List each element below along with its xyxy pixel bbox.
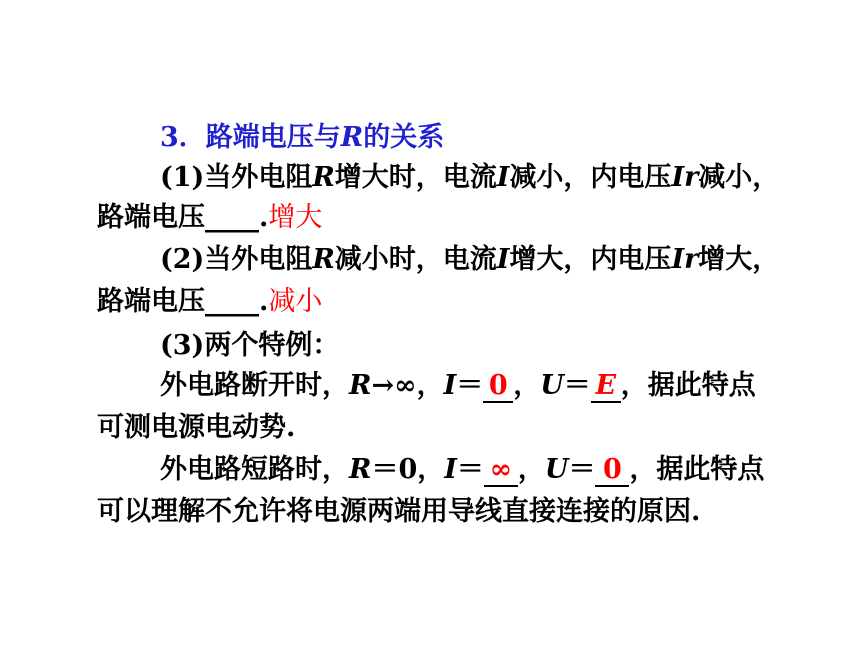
text: 增大时，电流 [334, 162, 497, 193]
text: . [259, 202, 269, 233]
var-i: I [443, 370, 457, 401]
case2-line1 [160, 450, 860, 490]
text: ，据此特点 [620, 370, 756, 401]
text: (3)两个特例： [160, 330, 340, 361]
text: 路端电压 [97, 286, 205, 317]
answer-u: E [591, 371, 621, 403]
var-ir: Ir [671, 244, 699, 275]
var-ir: Ir [671, 162, 699, 193]
text: ＝ [563, 370, 591, 401]
text: 路端电压 [97, 202, 205, 233]
text: ， [513, 370, 541, 401]
var-i: I [444, 454, 457, 485]
text: 增大， [698, 244, 780, 275]
text: (2)当外电阻 [160, 244, 313, 275]
title-text: 3．路端电压与 [160, 122, 341, 153]
answer: 减小 [268, 286, 323, 317]
text: (1)当外电阻 [160, 162, 313, 193]
var-r: R [312, 244, 335, 275]
text: 可以理解不允许将电源两端用导线直接连接的原因. [97, 496, 701, 527]
case2-line2 [97, 492, 860, 532]
text: ＝ [568, 454, 596, 485]
blank: ____ [205, 286, 259, 317]
item2-line1 [160, 240, 860, 280]
text: 增大，内电压 [509, 244, 672, 275]
var-u: U [544, 454, 569, 485]
section-title [160, 118, 860, 158]
var-r: R [312, 162, 335, 193]
case1-line2 [97, 408, 860, 448]
case1-line1 [160, 366, 860, 406]
item1-line2 [97, 198, 860, 238]
text: 外电路断开时， [160, 370, 349, 401]
text: ＝ [456, 370, 484, 401]
text: 外电路短路时， [160, 454, 349, 485]
item2-line2 [97, 282, 860, 322]
var-u: U [540, 370, 564, 401]
item3-label [160, 326, 860, 366]
title-suffix: 的关系 [363, 122, 445, 153]
text: . [259, 286, 269, 317]
text: →∞， [371, 370, 444, 401]
var-i: I [496, 162, 510, 193]
answer-i: 0 [483, 371, 513, 403]
text: 减小时，电流 [334, 244, 497, 275]
item1-line1 [160, 158, 860, 198]
text: 可测电源电动势. [97, 412, 296, 443]
text: ＝ [456, 454, 484, 485]
answer: 增大 [268, 202, 323, 233]
answer-i: ∞ [484, 455, 518, 487]
text: 减小，内电压 [509, 162, 672, 193]
text: ＝0， [371, 454, 445, 485]
text: ， [517, 454, 545, 485]
var-r: R [349, 454, 372, 485]
title-var: R [340, 122, 364, 153]
answer-u: 0 [595, 455, 629, 487]
text: ，据此特点 [629, 454, 765, 485]
var-i: I [496, 244, 510, 275]
blank: ____ [205, 202, 259, 233]
text: 减小， [698, 162, 780, 193]
var-r: R [349, 370, 372, 401]
